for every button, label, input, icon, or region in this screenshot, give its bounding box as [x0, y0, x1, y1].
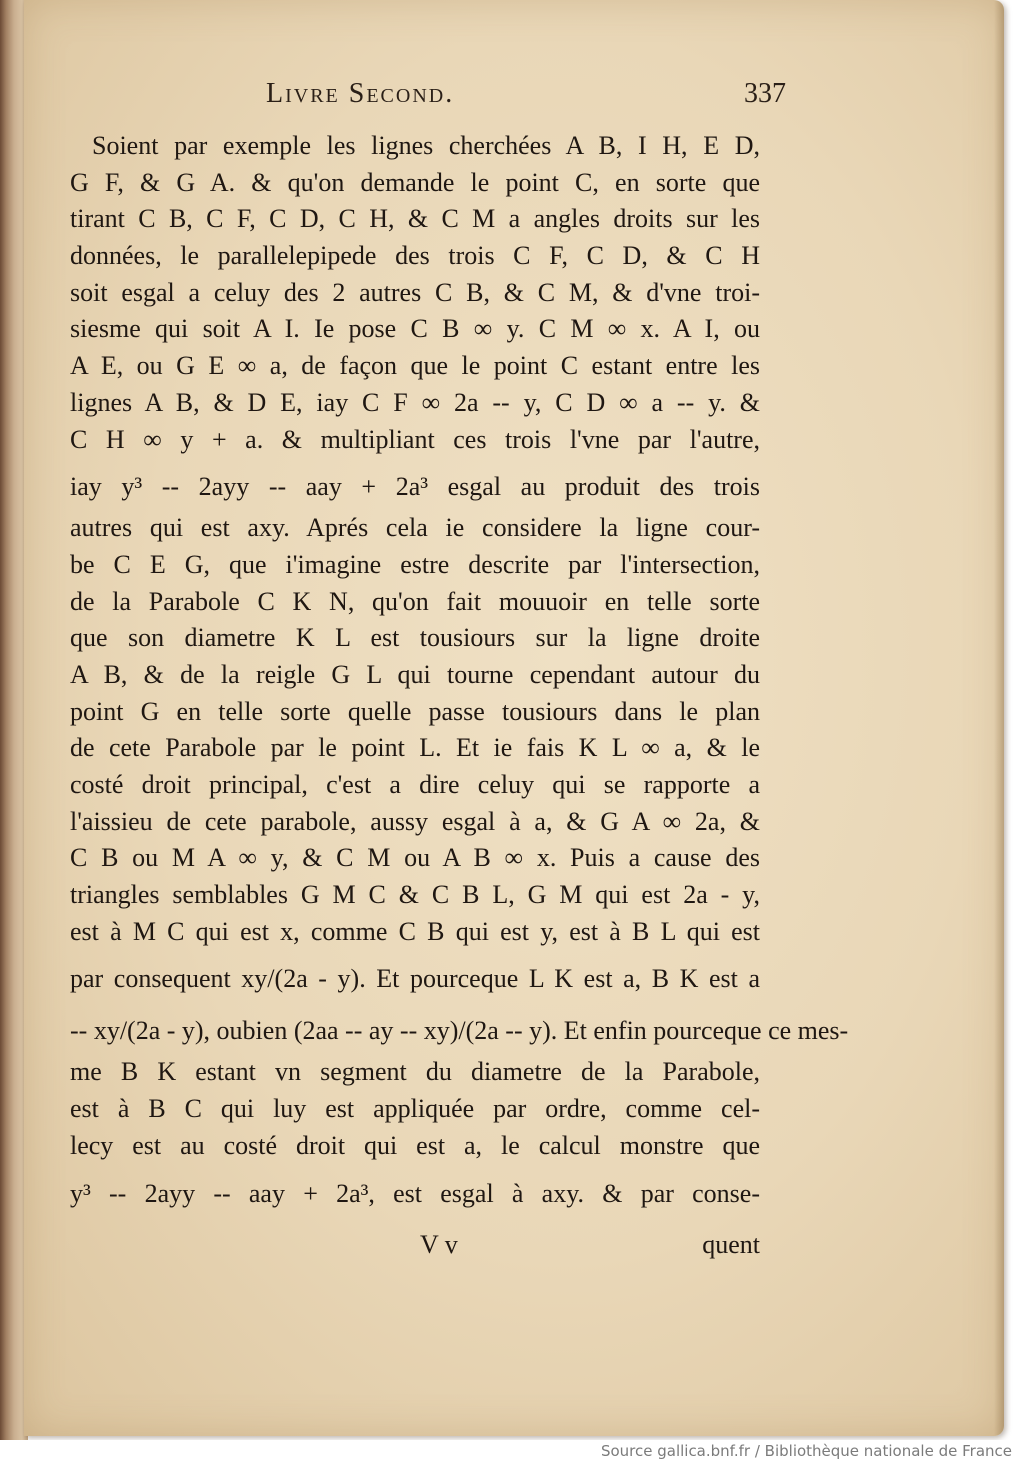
text-line: de la Parabole C K N, qu'on fait mouuoir en telle sorte: [70, 586, 760, 616]
text-line: par consequent xy/(2a - y). Et pourceque L K est a, B K est a: [70, 964, 760, 994]
text-line: be C E G, que i'imagine estre descrite par l'intersection,: [70, 549, 760, 579]
text-line: autres qui est axy. Aprés cela ie considere la ligne cour-: [70, 513, 760, 543]
signature-mark: V v: [420, 1230, 458, 1259]
text-line: données, le parallelepipede des trois C F, C D, & C H: [70, 241, 760, 271]
text-line: soit esgal a celuy des 2 autres C B, & C M, & d'vne troi-: [70, 277, 760, 307]
source-credit: Source gallica.bnf.fr / Bibliothèque nationale de France: [600, 1442, 1012, 1460]
text-line: que son diametre K L est tousiours sur la ligne droite: [70, 623, 760, 653]
text-line: me B K estant vn segment du diametre de la Parabole,: [70, 1057, 760, 1087]
body-text: [70, 128, 849, 1217]
page-footer: [70, 1230, 760, 1266]
text-line: Soient par exemple les lignes cherchées A B, I H, E D,: [92, 131, 760, 160]
text-line: C B ou M A ∞ y, & C M ou A B ∞ x. Puis a cause des: [70, 843, 760, 873]
text-line: est à M C qui est x, comme C B qui est y, est à B L qui est: [70, 916, 760, 946]
text-line: point G en telle sorte quelle passe tousiours dans le plan: [70, 696, 760, 726]
text-line: triangles semblables G M C & C B L, G M qui est 2a - y,: [70, 880, 760, 910]
text-line: y³ -- 2ayy -- aay + 2a³, est esgal à axy. & par conse-: [70, 1178, 760, 1208]
text-line: iay y³ -- 2ayy -- aay + 2a³ esgal au produit des trois: [70, 472, 760, 502]
catchword: quent: [702, 1230, 760, 1259]
text-line: tirant C B, C F, C D, C H, & C M a angles droits sur les: [70, 204, 760, 234]
text-line: A B, & de la reigle G L qui tourne cependant autour du: [70, 659, 760, 689]
text-line: siesme qui soit A I. Ie pose C B ∞ y. C M ∞ x. A I, ou: [70, 314, 760, 344]
running-title: Livre Second.: [266, 78, 455, 109]
text-line: lignes A B, & D E, iay C F ∞ 2a -- y, C D ∞ a -- y. &: [70, 387, 760, 417]
text-line: -- xy/(2a - y), oubien (2aa -- ay -- xy)/(2a -- y). Et enfin pourceque ce mes-: [70, 1016, 849, 1046]
text-line: de cete Parabole par le point L. Et ie fais K L ∞ a, & le: [70, 733, 760, 763]
text-line: A E, ou G E ∞ a, de façon que le point C estant entre les: [70, 351, 760, 381]
page-edge-shadow: [994, 0, 1004, 1436]
page-number: 337: [744, 78, 786, 109]
page-header: [266, 78, 786, 118]
text-line: est à B C qui luy est appliquée par ordre, comme cel-: [70, 1094, 760, 1124]
source-credit-bar: [0, 1440, 1024, 1464]
text-line: G F, & G A. & qu'on demande le point C, en sorte que: [70, 167, 760, 197]
text-line: costé droit principal, c'est a dire celuy qui se rapporte a: [70, 770, 760, 799]
text-line: l'aissieu de cete parabole, aussy esgal à a, & G A ∞ 2a, &: [70, 806, 760, 836]
text-line: C H ∞ y + a. & multipliant ces trois l'vne par l'autre,: [70, 424, 760, 454]
text-line: lecy est au costé droit qui est a, le calcul monstre que: [70, 1130, 760, 1160]
